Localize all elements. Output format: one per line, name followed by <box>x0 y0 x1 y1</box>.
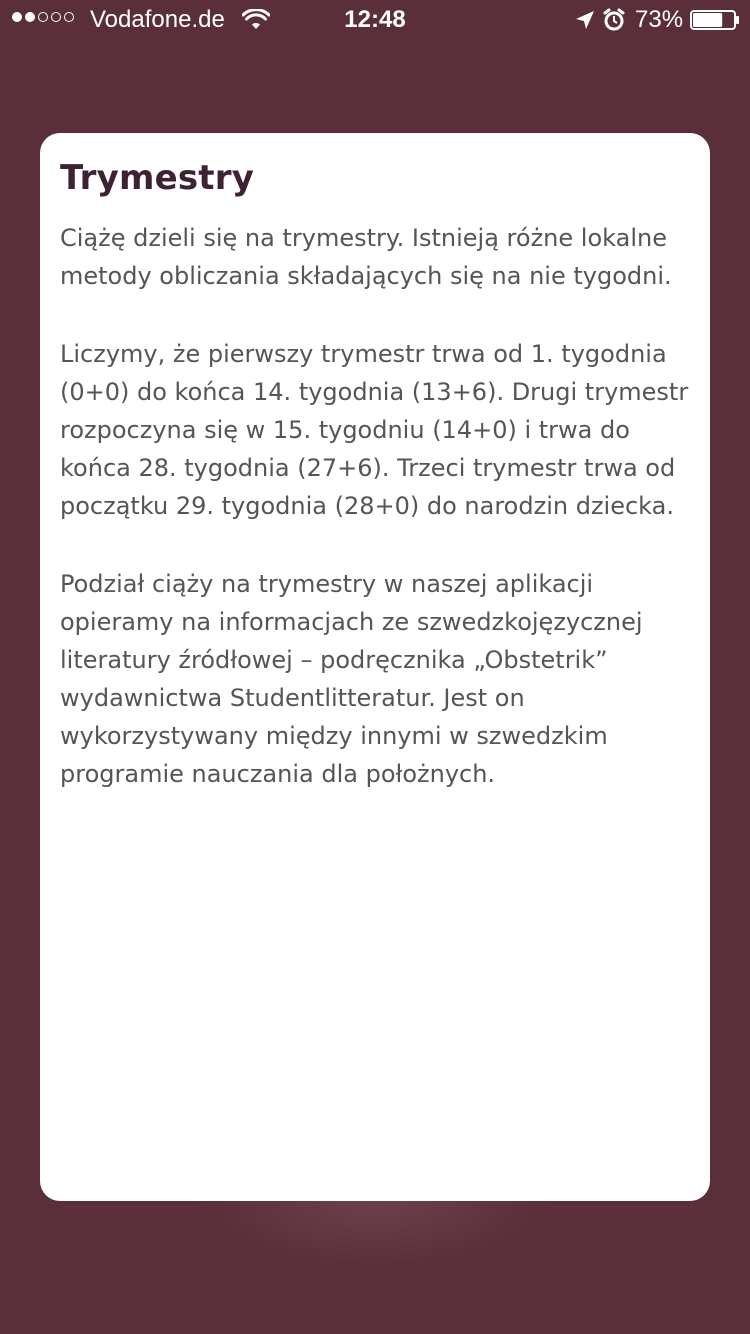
battery-fill <box>693 13 722 27</box>
status-bar <box>0 0 750 40</box>
carrier-name: Vodafone.de <box>90 6 225 33</box>
status-time: 12:48 <box>344 6 406 33</box>
alarm-clock-icon <box>603 8 625 32</box>
location-arrow-icon <box>574 9 596 31</box>
info-dialog <box>40 133 710 1201</box>
battery-percentage: 73% <box>635 6 684 33</box>
dialog-paragraph-2: Liczymy, że pierwszy trymestr trwa od 1. tygodnia (0+0) do końca 14. tygodnia (13+6). Drugi trymestr rozpoczyna się w 15. tygodniu (14+0) i trwa do końca 28. tygodnia (27+6). Trzeci trymestr trwa od początku 29. tygodnia (28+0) do narodzin dziecka. <box>60 340 689 520</box>
dialog-paragraph-3: Podział ciąży na trymestry w naszej aplikacji opieramy na informacjach ze szwedzkojęzycznej literatury źródłowej – podręcznika „Obstetrik” wydawnictwa Studentlitteratur. Jest on wykorzystywany między innymi w szwedzkim programie nauczania dla położnych. <box>60 570 643 788</box>
battery-icon <box>690 10 740 30</box>
dialog-title: Trymestry <box>60 158 255 198</box>
dialog-paragraph-1: Ciążę dzieli się na trymestry. Istnieją różne lokalne metody obliczania składających się na nie tygodni. <box>60 224 672 290</box>
